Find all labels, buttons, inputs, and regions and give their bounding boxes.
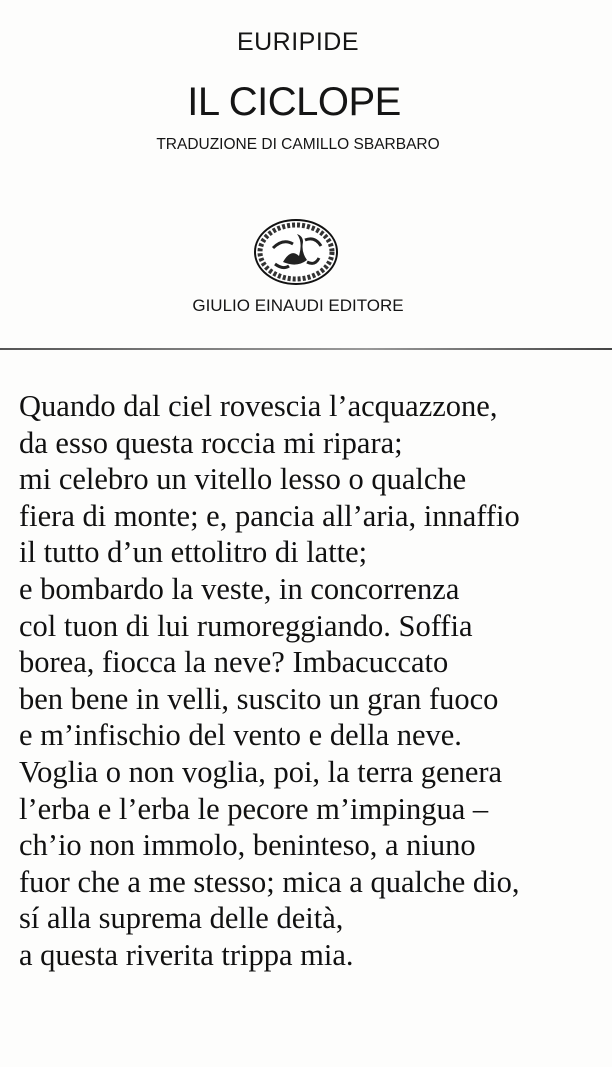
publisher-name: GIULIO EINAUDI EDITORE: [192, 296, 404, 315]
verse-line: Quando dal ciel rovescia l’acquazzone,: [19, 389, 498, 423]
verse-line: fuor che a me stesso; mica a qualche dio,: [19, 864, 520, 899]
verse-line: col tuon di lui rumoreggiando. Soffia: [19, 608, 473, 643]
verse-line: ben bene in velli, suscito un gran fuoco: [19, 681, 499, 716]
verse-line: l’erba e l’erba le pecore m’impingua –: [19, 791, 489, 826]
verse-line: ch’io non immolo, beninteso, a niuno: [19, 828, 476, 863]
translator-credit: TRADUZIONE DI CAMILLO SBARBARO: [156, 136, 440, 153]
verse-line: e bombardo la veste, in concorrenza: [19, 571, 460, 606]
einaudi-ostrich-seal-icon: [253, 218, 339, 286]
verse-line: sí alla suprema delle deità,: [19, 901, 344, 936]
verse-line: borea, fiocca la neve? Imbacuccato: [19, 645, 449, 680]
book-title: IL CICLOPE: [187, 80, 401, 124]
verse-line: Voglia o non voglia, poi, la terra genera: [19, 754, 503, 789]
verse-line: fiera di monte; e, pancia all’aria, innaffio: [19, 498, 520, 533]
verse-line: mi celebro un vitello lesso o qualche: [19, 462, 467, 497]
verse-line: a questa riverita trippa mia.: [19, 937, 354, 972]
verse-excerpt: [19, 388, 520, 974]
author-name: EURIPIDE: [236, 28, 360, 56]
verse-line: il tutto d’un ettolitro di latte;: [19, 535, 368, 570]
divider: [0, 348, 612, 350]
verse-line: da esso questa roccia mi ripara;: [19, 425, 403, 460]
verse-line: e m’infischio del vento e della neve.: [19, 718, 462, 753]
